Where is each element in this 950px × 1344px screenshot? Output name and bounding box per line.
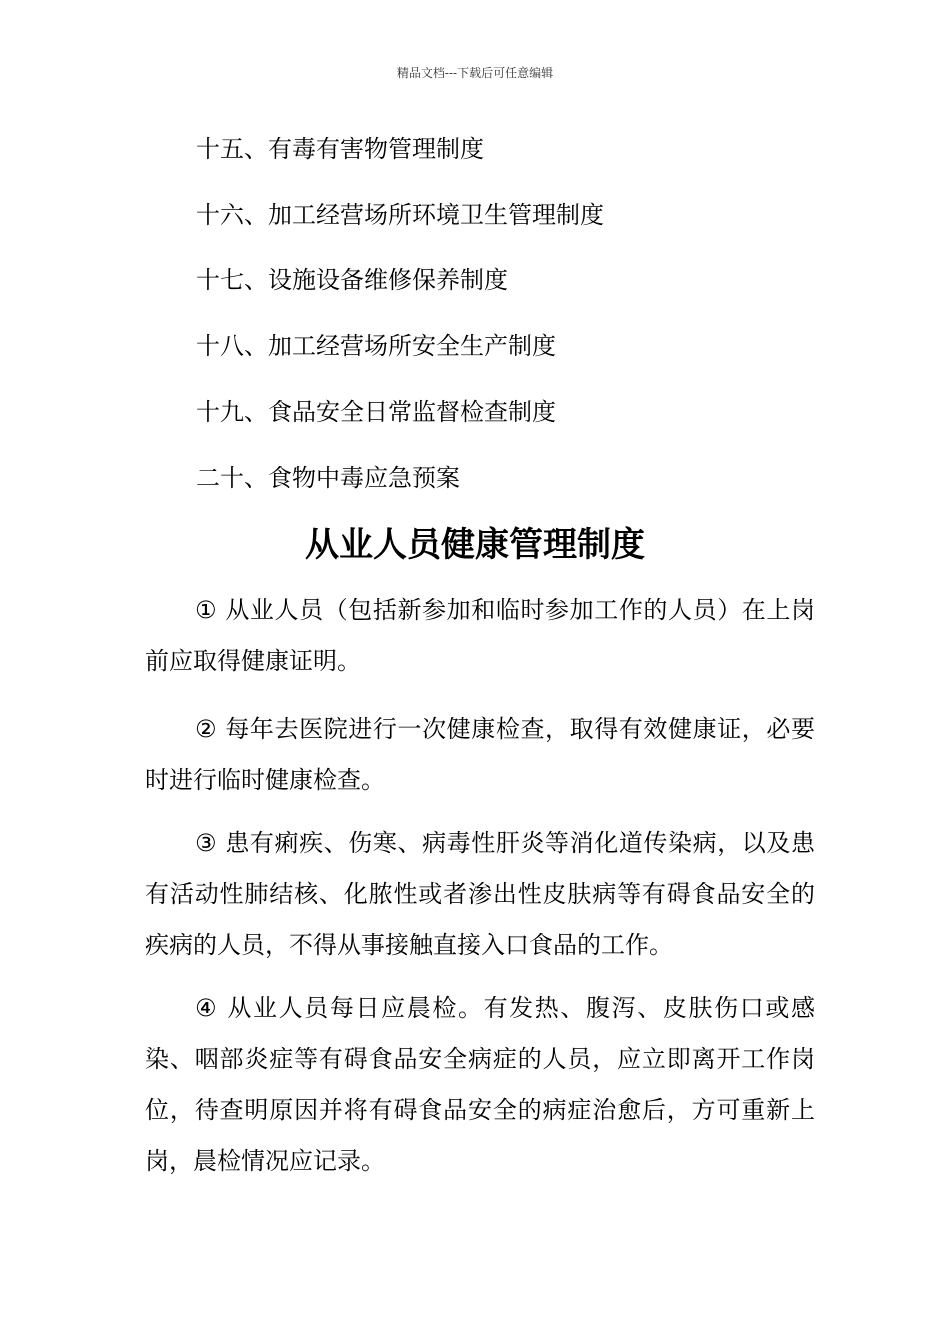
toc-item-17: 十七、设施设备维修保养制度 (196, 266, 508, 294)
toc-item-19: 十九、食品安全日常监督检查制度 (196, 398, 556, 426)
toc-item-16: 十六、加工经营场所环境卫生管理制度 (196, 201, 604, 229)
page-header: 精品文档---下载后可任意编辑 (396, 66, 554, 80)
paragraph-1: ① 从业人员（包括新参加和临时参加工作的人员）在上岗前应取得健康证明。 (145, 596, 815, 675)
section-title: 从业人员健康管理制度 (305, 525, 645, 565)
paragraph-4: ④ 从业人员每日应晨检。有发热、腹泻、皮肤伤口或感染、咽部炎症等有碍食品安全病症的人员，应立即离开工作岗位，待查明原因并将有碍食品安全的病症治愈后，方可重新上岗，晨检情况应记录。 (145, 994, 815, 1175)
paragraph-3: ③ 患有痢疾、伤寒、病毒性肝炎等消化道传染病，以及患有活动性肺结核、化脓性或者渗出性皮肤病等有碍食品安全的疾病的人员，不得从事接触直接入口食品的工作。 (145, 829, 815, 959)
toc-item-15: 十五、有毒有害物管理制度 (196, 135, 484, 163)
toc-item-18: 十八、加工经营场所安全生产制度 (196, 332, 556, 360)
toc-item-20: 二十、食物中毒应急预案 (196, 464, 460, 492)
paragraph-2: ② 每年去医院进行一次健康检查，取得有效健康证，必要时进行临时健康检查。 (145, 715, 815, 794)
